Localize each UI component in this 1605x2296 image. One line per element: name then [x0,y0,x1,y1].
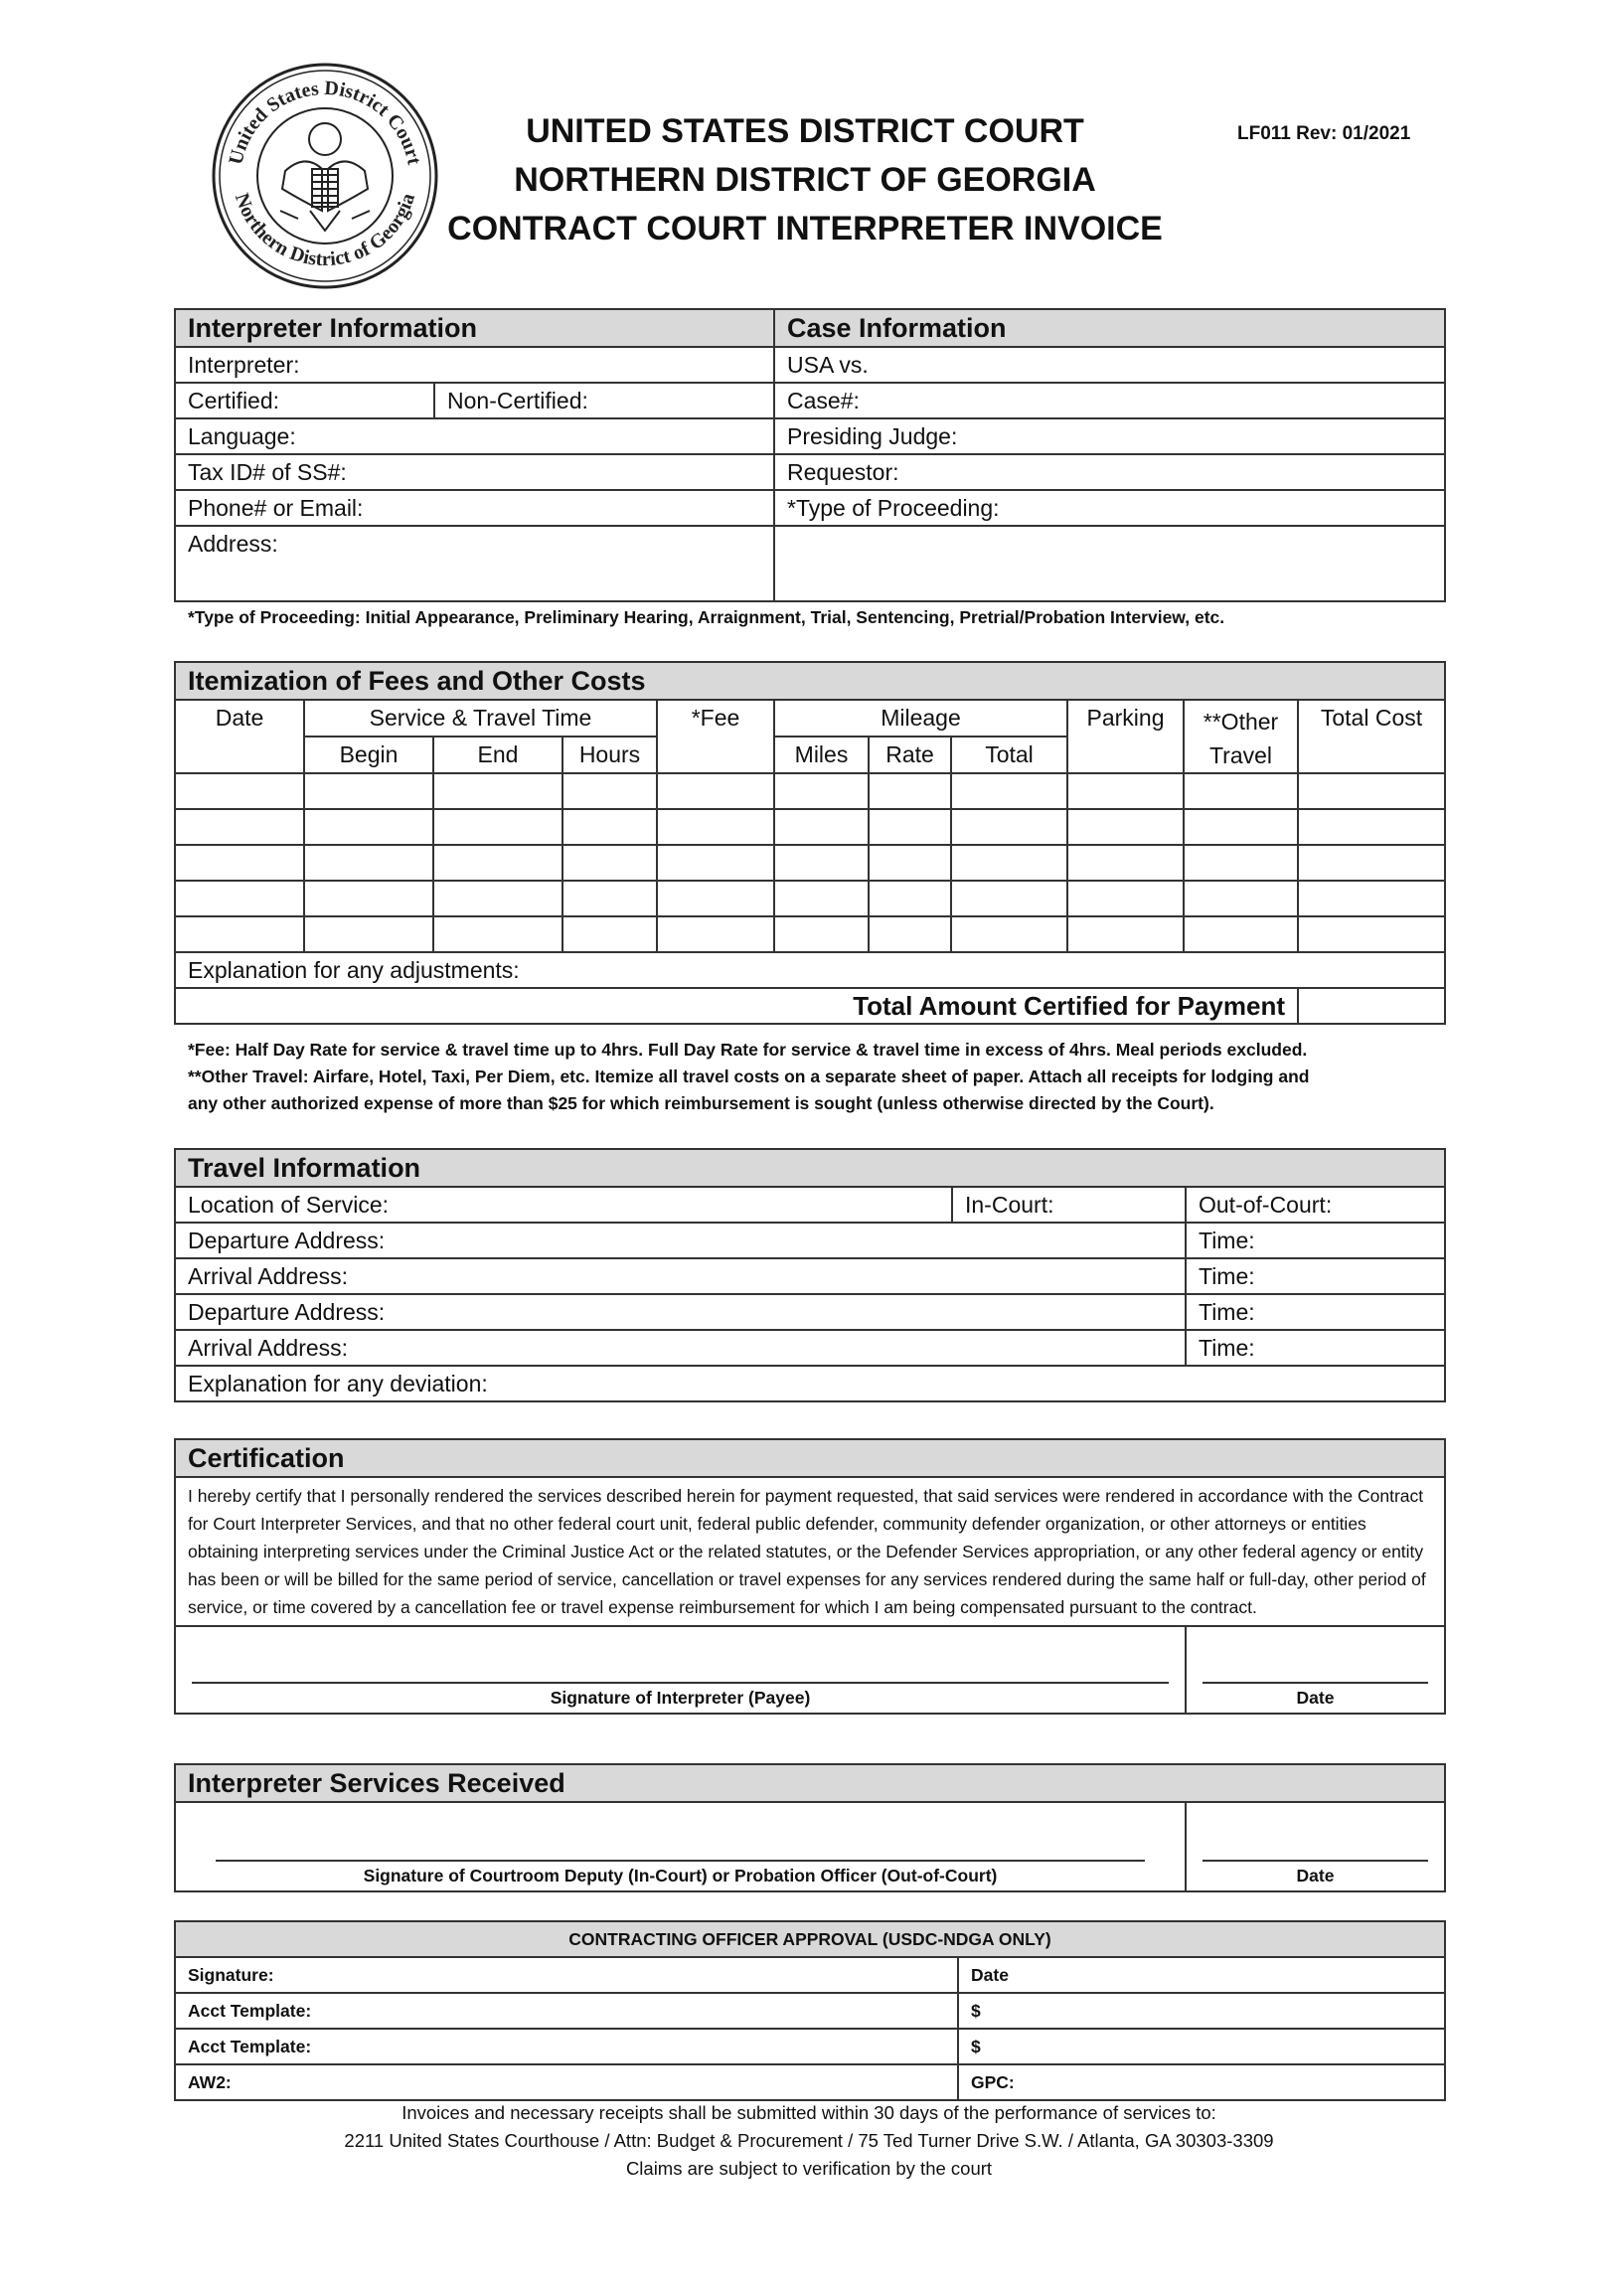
svg-text:United States District Court: United States District Court [225,77,425,167]
footer-line3: Claims are subject to verification by the court [625,2158,993,2179]
col-other-travel-line1: **Other [1203,709,1279,735]
table-cell[interactable] [657,773,774,809]
table-cell[interactable] [433,881,562,916]
services-received-title: Interpreter Services Received [175,1764,1445,1802]
table-cell[interactable] [869,845,951,881]
requestor-field[interactable]: Requestor: [774,454,1445,490]
table-cell[interactable] [175,845,304,881]
date-label: Date [1296,1688,1335,1708]
arrival-address-field-2[interactable]: Arrival Address: [175,1330,1186,1366]
table-cell[interactable] [562,809,657,845]
interpreter-signature-label: Signature of Interpreter (Payee) [550,1688,811,1708]
table-cell[interactable] [175,809,304,845]
sub-rate: Rate [869,737,951,773]
proceeding-note: *Type of Proceeding: Initial Appearance, Preliminary Hearing, Arraignment, Trial, Sentencing, Pretrial/Probation Interview, etc. [188,607,1225,627]
table-cell[interactable] [1298,916,1445,952]
sub-total: Total [951,737,1067,773]
usa-vs-field[interactable]: USA vs. [774,347,1445,383]
departure-address-field-2[interactable]: Departure Address: [175,1294,1186,1330]
table-cell[interactable] [1067,809,1184,845]
table-cell[interactable] [433,809,562,845]
table-cell[interactable] [1067,845,1184,881]
travel-table [174,1148,1446,1402]
explanation-deviation-field[interactable]: Explanation for any deviation: [175,1366,1445,1401]
table-row [175,845,1445,881]
table-cell[interactable] [304,916,433,952]
case-number-field[interactable]: Case#: [774,383,1445,418]
table-row [175,916,1445,952]
total-certified-field[interactable] [1298,988,1445,1024]
approval-date-field[interactable]: Date [958,1957,1445,1993]
table-cell[interactable] [951,916,1067,952]
table-cell[interactable] [951,881,1067,916]
amount-field-2[interactable]: $ [958,2029,1445,2064]
table-cell[interactable] [774,881,869,916]
table-cell[interactable] [304,809,433,845]
certification-table [174,1438,1446,1715]
departure-address-field[interactable]: Departure Address: [175,1223,1186,1258]
time-field[interactable]: Time: [1186,1258,1445,1294]
table-cell[interactable] [951,845,1067,881]
table-cell[interactable] [175,773,304,809]
deputy-signature-label: Signature of Courtroom Deputy (In-Court) or Probation Officer (Out-of-Court) [363,1866,998,1886]
table-cell[interactable] [562,916,657,952]
sub-end: End [433,737,562,773]
table-cell[interactable] [869,809,951,845]
court-seal-logo [211,62,439,290]
itemization-title: Itemization of Fees and Other Costs [175,662,1445,700]
non-certified-field[interactable]: Non-Certified: [434,383,774,418]
table-cell[interactable] [774,809,869,845]
approval-signature-field[interactable]: Signature: [175,1957,958,1993]
table-cell[interactable] [774,845,869,881]
table-cell[interactable] [1298,809,1445,845]
table-cell[interactable] [869,881,951,916]
col-parking: Parking [1067,700,1184,773]
table-cell[interactable] [1184,773,1298,809]
table-cell[interactable] [1184,809,1298,845]
table-cell[interactable] [1067,881,1184,916]
aw2-field[interactable]: AW2: [175,2064,958,2100]
table-cell[interactable] [1298,773,1445,809]
address-field[interactable]: Address: [175,526,774,601]
form-number: LF011 Rev: 01/2021 [1237,123,1411,144]
table-cell[interactable] [657,845,774,881]
time-field[interactable]: Time: [1186,1223,1445,1258]
title-line-3: CONTRACT COURT INTERPRETER INVOICE [447,210,1163,247]
table-cell[interactable] [869,916,951,952]
services-received-table [174,1763,1446,1892]
certification-title: Certification [175,1439,1445,1477]
table-cell[interactable] [1184,916,1298,952]
table-cell[interactable] [951,773,1067,809]
col-mileage: Mileage [774,700,1067,737]
date-label: Date [1296,1866,1335,1886]
svg-text:Northern District of Georgia: Northern District of Georgia [230,190,420,271]
total-certified-label: Total Amount Certified for Payment [175,988,1298,1024]
table-cell[interactable] [304,845,433,881]
info-table [174,308,1446,602]
table-cell[interactable] [774,916,869,952]
amount-field-1[interactable]: $ [958,1993,1445,2029]
table-cell[interactable] [774,773,869,809]
footer [174,2099,1444,2183]
signature-line [192,1682,1169,1684]
table-row [175,773,1445,809]
interpreter-date-field[interactable] [1186,1626,1445,1714]
table-row [175,881,1445,916]
approval-table [174,1920,1446,2101]
interpreter-info-title: Interpreter Information [175,309,774,347]
col-total-cost: Total Cost [1298,700,1445,773]
acct-template-field-1[interactable]: Acct Template: [175,1993,958,2029]
table-cell[interactable] [562,845,657,881]
gpc-field[interactable]: GPC: [958,2064,1445,2100]
acct-template-field-2[interactable]: Acct Template: [175,2029,958,2064]
col-date: Date [175,700,304,773]
table-cell[interactable] [1184,881,1298,916]
tax-id-field[interactable]: Tax ID# of SS#: [175,454,774,490]
col-other-travel-line2: Travel [1208,742,1273,768]
type-of-proceeding-field[interactable]: *Type of Proceeding: [774,490,1445,526]
table-cell[interactable] [951,809,1067,845]
presiding-judge-field[interactable]: Presiding Judge: [774,418,1445,454]
certified-field[interactable]: Certified: [175,383,434,418]
date-line [1203,1682,1428,1684]
table-cell[interactable] [304,881,433,916]
case-info-title: Case Information [774,309,1445,347]
table-cell[interactable] [304,773,433,809]
interpreter-signature-field[interactable] [175,1626,1186,1714]
fee-note-line1: *Fee: Half Day Rate for service & travel time up to 4hrs. Full Day Rate for service & travel time in excess of 4hrs. Meal periods excluded. [188,1040,1308,1060]
footer-line1: Invoices and necessary receipts shall be submitted within 30 days of the performance of services to: [401,2102,1216,2123]
time-field[interactable]: Time: [1186,1294,1445,1330]
travel-info-title: Travel Information [175,1149,1445,1187]
language-field[interactable]: Language: [175,418,774,454]
location-of-service-field[interactable]: Location of Service: [175,1187,952,1223]
table-cell[interactable] [657,809,774,845]
document-title [437,107,1173,253]
col-other-travel [1184,700,1298,773]
sub-miles: Miles [774,737,869,773]
table-cell[interactable] [1298,881,1445,916]
table-cell[interactable] [657,881,774,916]
footer-line2: 2211 United States Courthouse / Attn: Budget & Procurement / 75 Ted Turner Drive S.W. / Atlanta, GA 30303-3309 [344,2130,1274,2151]
col-service-travel-time: Service & Travel Time [304,700,657,737]
table-cell[interactable] [433,916,562,952]
table-row [175,809,1445,845]
title-line-2: NORTHERN DISTRICT OF GEORGIA [514,161,1096,199]
sub-hours: Hours [562,737,657,773]
in-court-field[interactable]: In-Court: [952,1187,1186,1223]
fee-notes [188,1037,1309,1117]
table-cell[interactable] [433,773,562,809]
table-cell[interactable] [175,916,304,952]
table-cell[interactable] [1298,845,1445,881]
table-cell[interactable] [1067,773,1184,809]
fee-note-line2: **Other Travel: Airfare, Hotel, Taxi, Per Diem, etc. Itemize all travel costs on a separate sheet of paper. Attach all receipts for lodging and [188,1066,1310,1086]
signature-line [216,1860,1145,1862]
deputy-signature-field[interactable] [175,1802,1186,1891]
phone-email-field[interactable]: Phone# or Email: [175,490,774,526]
interpreter-field[interactable]: Interpreter: [175,347,774,383]
title-line-1: UNITED STATES DISTRICT COURT [526,112,1084,150]
table-cell[interactable] [175,881,304,916]
table-cell[interactable] [1067,916,1184,952]
explanation-adjustments-field[interactable]: Explanation for any adjustments: [175,952,1445,988]
certification-text: I hereby certify that I personally rendered the services described herein for payment requested, that said services were rendered in accordance with the Contract for Court Interpreter Services, and that no other federal court unit, federal public defender, community defender organization, or other attorneys or entities obtaining interpreting services under the Criminal Justice Act or the related statutes, or the Defender Services appropriation, or any other federal agency or entity has been or will be billed for the same period of service, cancellation or travel expenses for any services rendered during the same half or full-day, other period of service, or time covered by a cancellation fee or travel expense reimbursement for which I am being compensated pursuant to the contract. [175,1477,1445,1626]
out-of-court-field[interactable]: Out-of-Court: [1186,1187,1445,1223]
deputy-date-field[interactable] [1186,1802,1445,1891]
time-field[interactable]: Time: [1186,1330,1445,1366]
sub-begin: Begin [304,737,433,773]
table-cell[interactable] [562,881,657,916]
arrival-address-field[interactable]: Arrival Address: [175,1258,1186,1294]
itemization-table [174,661,1446,1025]
col-fee: *Fee [657,700,774,773]
table-cell[interactable] [1184,845,1298,881]
date-line [1203,1860,1428,1862]
table-cell[interactable] [657,916,774,952]
approval-title: CONTRACTING OFFICER APPROVAL (USDC-NDGA ONLY) [175,1921,1445,1957]
case-info-blank-cell[interactable] [774,526,1445,601]
table-cell[interactable] [869,773,951,809]
fee-note-line3: any other authorized expense of more than $25 for which reimbursement is sought (unless otherwise directed by the Court). [188,1093,1214,1113]
table-cell[interactable] [562,773,657,809]
table-cell[interactable] [433,845,562,881]
